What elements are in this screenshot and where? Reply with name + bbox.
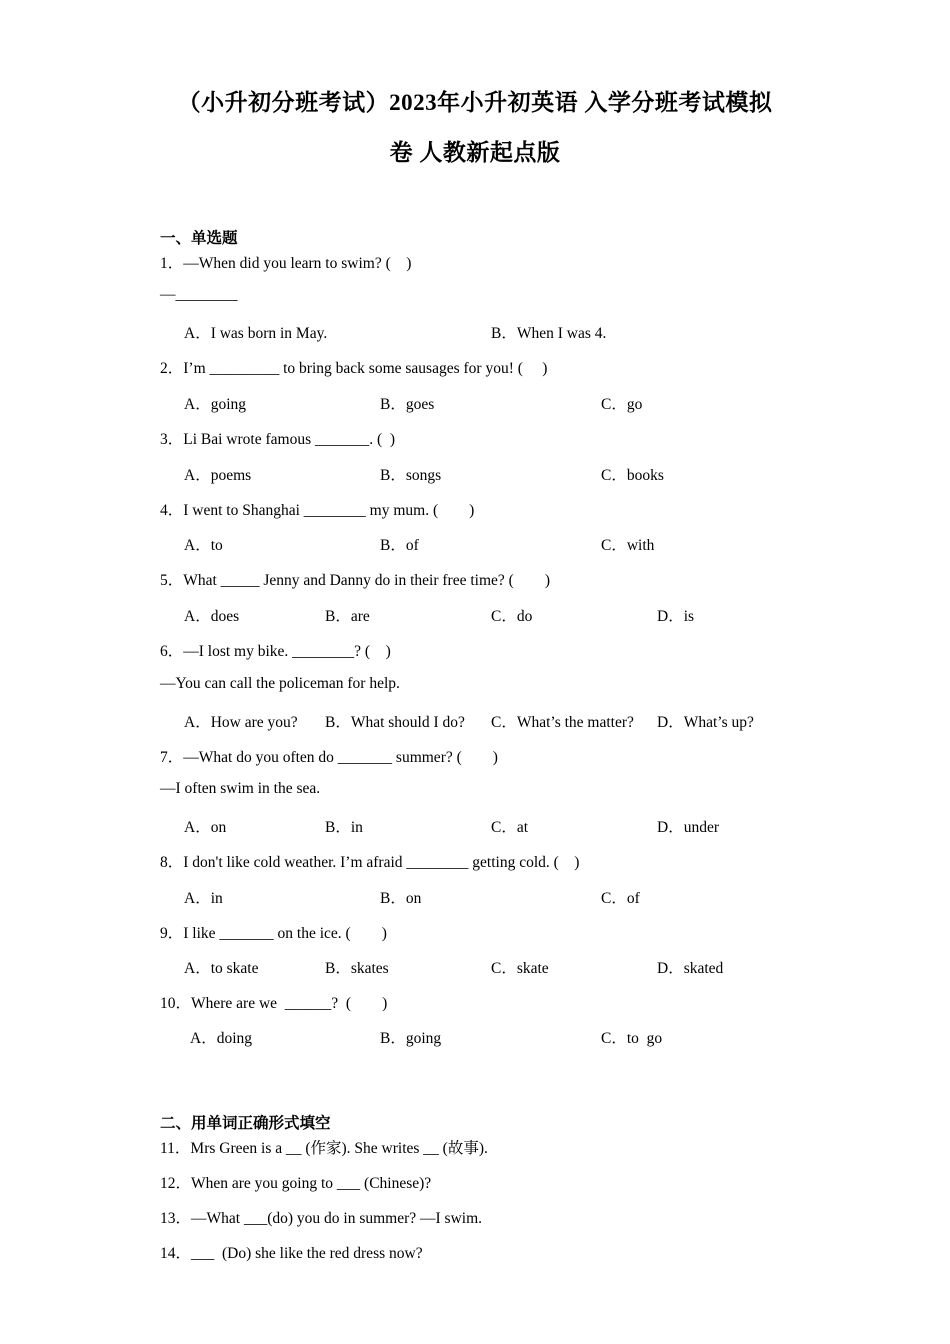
question-stem: 8．I don't like cold weather. I’m afraid ________ getting cold. ( ) [160, 854, 580, 871]
question-stem: 9．I like _______ on the ice. ( ) [160, 925, 387, 942]
option-a: A．poems [184, 467, 252, 484]
option-d: D．under [657, 819, 719, 836]
option-a: A．How are you? [184, 714, 298, 731]
question-stem: 6．—I lost my bike. ________? ( ) [160, 643, 391, 660]
option-c: C．to go [601, 1030, 663, 1047]
question-stem: 7．—What do you often do _______ summer? ( ) [160, 749, 498, 766]
option-b: B．of [380, 537, 419, 554]
option-a: A．to skate [184, 960, 259, 977]
option-c: C．at [491, 819, 529, 836]
title-line-2: 卷 人教新起点版 [389, 140, 561, 165]
title-line-1: （小升初分班考试）2023年小升初英语 入学分班考试模拟 [177, 90, 773, 115]
option-c: C．go [601, 396, 643, 413]
option-a: A．on [184, 819, 227, 836]
option-b: B．going [380, 1030, 442, 1047]
option-c: C．What’s the matter? [491, 714, 634, 731]
fill-in-question: 11．Mrs Green is a __ (作家). She writes __ (故事). [160, 1140, 488, 1157]
option-a: A．doing [190, 1030, 253, 1047]
option-b: B．in [325, 819, 363, 836]
option-a: A．does [184, 608, 240, 625]
option-b: B．are [325, 608, 370, 625]
option-c: C．books [601, 467, 664, 484]
option-c: C．with [601, 537, 655, 554]
option-d: D．What’s up? [657, 714, 754, 731]
option-a: A．going [184, 396, 247, 413]
option-b: B．What should I do? [325, 714, 465, 731]
section-heading-multiple-choice: 一、单选题 [160, 230, 238, 247]
question-stem: 4．I went to Shanghai ________ my mum. ( ) [160, 502, 475, 519]
option-b: B．goes [380, 396, 435, 413]
option-c: C．skate [491, 960, 549, 977]
question-stem: 5．What _____ Jenny and Danny do in their free time? ( ) [160, 572, 550, 589]
option-b: B．When I was 4. [491, 325, 607, 342]
question-answer-line: —You can call the policeman for help. [160, 675, 400, 692]
option-c: C．do [491, 608, 533, 625]
question-stem: 10．Where are we ______? ( ) [160, 995, 388, 1012]
option-a: A．in [184, 890, 223, 907]
fill-in-question: 13．—What ___(do) you do in summer? —I swim. [160, 1210, 483, 1227]
option-c: C．of [601, 890, 640, 907]
option-b: B．skates [325, 960, 389, 977]
section-heading-fill-in: 二、用单词正确形式填空 [160, 1115, 331, 1132]
fill-in-question: 14．___ (Do) she like the red dress now? [160, 1245, 423, 1262]
option-d: D．is [657, 608, 695, 625]
question-stem: 2．I’m _________ to bring back some sausages for you! ( ) [160, 360, 548, 377]
question-stem: 3．Li Bai wrote famous _______. ( ) [160, 431, 396, 448]
fill-in-question: 12．When are you going to ___ (Chinese)? [160, 1175, 432, 1192]
question-answer-line: —I often swim in the sea. [160, 780, 321, 797]
option-a: A．to [184, 537, 223, 554]
question-answer-line: —________ [160, 286, 238, 303]
option-a: A．I was born in May. [184, 325, 328, 342]
option-d: D．skated [657, 960, 724, 977]
question-stem: 1．—When did you learn to swim? ( ) [160, 255, 412, 272]
option-b: B．songs [380, 467, 442, 484]
option-b: B．on [380, 890, 422, 907]
